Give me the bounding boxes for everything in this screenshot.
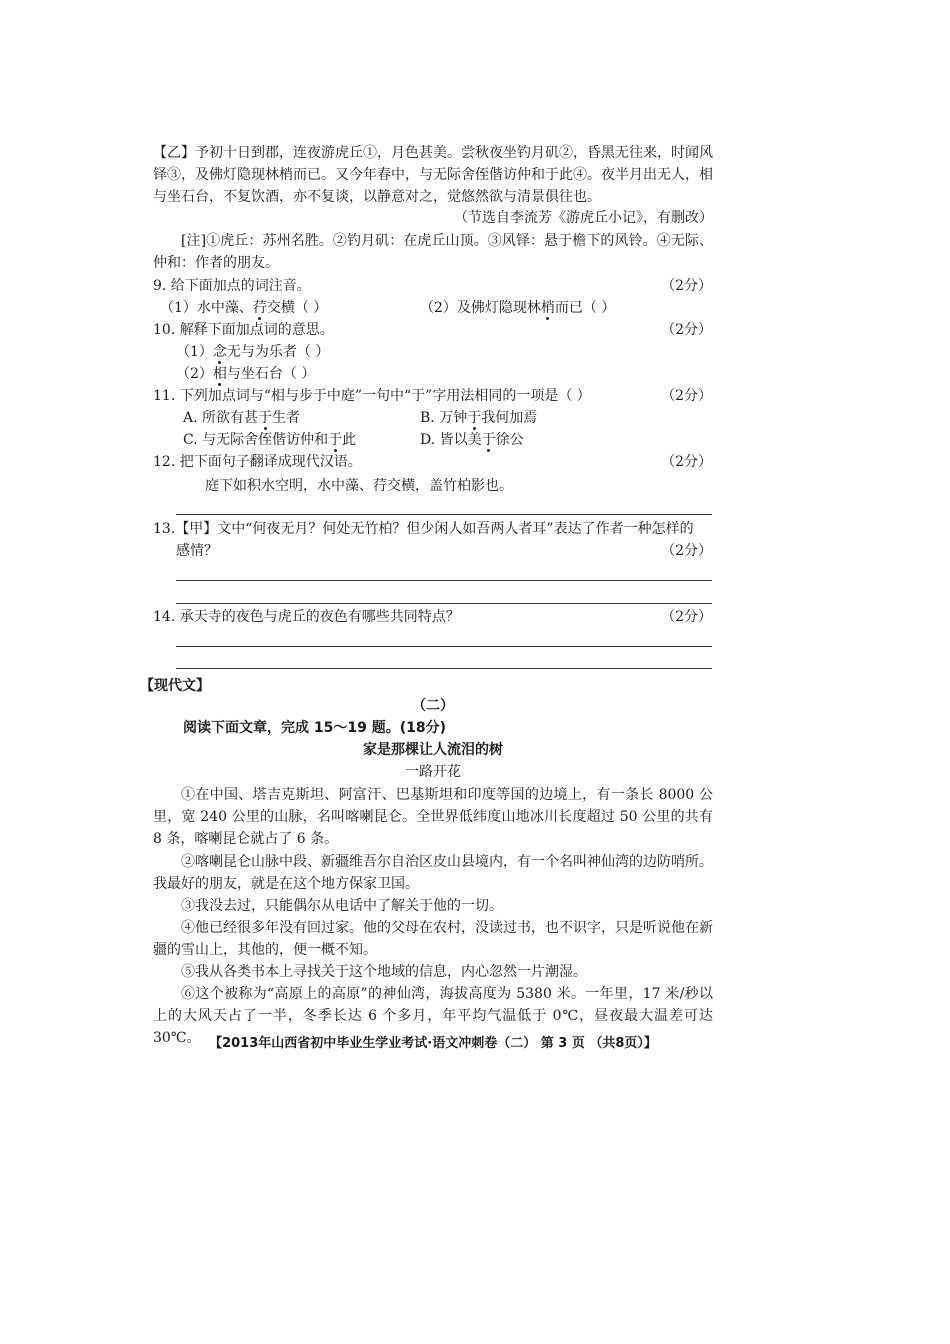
q10-item-2: （2）相与坐石台（ ） <box>176 366 316 382</box>
q9-item-2: （2）及佛灯隐现林梢而已（ ） <box>420 300 616 316</box>
yi-passage: 【乙】予初十日到郡，连夜游虎丘①，月色甚美。尝秋夜坐钓月矶②，昏黑无往来，时闻风铎③，及佛灯隐现林梢而已。又今年春中，与无际舍侄偕访仲和于此④。夜半月出无人，相与坐石台，不复饮酒，亦不复谈，以静意对之，觉悠然欲与清景俱往也。 <box>153 145 713 205</box>
article-author: 一路开花 <box>405 764 461 780</box>
dotted-char: 于 <box>467 410 482 426</box>
q9-stem: 9. 给下面加点的词注音。 <box>153 278 311 294</box>
answer-line[interactable] <box>176 580 712 581</box>
q10-stem: 10. 解释下面加点词的意思。 <box>153 322 334 338</box>
q11-option-d: D. 皆以美于徐公 <box>420 432 524 448</box>
answer-line[interactable] <box>176 603 712 604</box>
dotted-char: 相 <box>212 366 227 382</box>
dotted-char: 梢 <box>540 300 555 316</box>
dotted-char: 于 <box>481 432 496 448</box>
q10-item-1: （1）念无与为乐者（ ） <box>176 344 330 360</box>
q11-option-c: C. 与无际舍侄偕访仲和于此 <box>183 432 357 448</box>
q11-option-a: A. 所欲有甚于生者 <box>183 410 301 426</box>
yi-source: （节选自李流芳《游虎丘小记》，有删改） <box>454 210 713 226</box>
part-number: （二） <box>412 698 454 714</box>
yi-note: [注]①虎丘：苏州名胜。②钓月矶：在虎丘山顶。③风铎：悬于檐下的风铃。④无际、仲和：作者的朋友。 <box>153 233 713 271</box>
dotted-char: 于 <box>258 410 273 426</box>
q12-sentence: 庭下如积水空明，水中藻、荇交横，盖竹柏影也。 <box>205 478 513 494</box>
article-paragraph-3: ③我没去过，只能偶尔从电话中了解关于他的一切。 <box>181 898 503 914</box>
article-paragraph-5: ⑤我从各类书本上寻找关于这个地域的信息，内心忽然一片潮湿。 <box>181 964 587 980</box>
q14-score: （2分） <box>661 609 712 625</box>
article-paragraph-2: ②喀喇昆仑山脉中段、新疆维吾尔自治区皮山县境内，有一个名叫神仙湾的边防哨所。我最好的朋友，就是在这个地方保家卫国。 <box>153 854 713 892</box>
q13-score: （2分） <box>661 543 712 559</box>
q13-stem-line2: 感情？ <box>176 543 218 559</box>
q9-score: （2分） <box>661 278 712 294</box>
article-title: 家是那棵让人流泪的树 <box>363 742 503 758</box>
dotted-char: 念 <box>212 344 227 360</box>
q9-item-1: （1）水中藻、荇交横（ ） <box>160 300 328 316</box>
q12-score: （2分） <box>661 454 712 470</box>
dotted-char: 于 <box>328 432 343 448</box>
page-footer: 【2013年山西省初中毕业生学业考试·语文冲刺卷（二） 第 3 页 （共8页）】 <box>209 1036 657 1051</box>
q14-stem: 14. 承天寺的夜色与虎丘的夜色有哪些共同特点？ <box>153 609 460 625</box>
article-paragraph-6: ⑥这个被称为“高原上的高原”的神仙湾，海拔高度为 5380 米。一年里，17 米/秒以上的大风天占了一半，冬季长达 6 个多月，年平均气温低于 0℃，昼夜最大温差可达 30℃。 <box>153 986 713 1046</box>
q11-option-b: B. 万钟于我何加焉 <box>420 410 538 426</box>
dotted-char: 荇 <box>252 300 267 316</box>
q13-stem-line1: 13.【甲】文中“何夜无月？何处无竹柏？但少闲人如吾两人者耳”表达了作者一种怎样的 <box>153 521 694 537</box>
answer-line[interactable] <box>176 668 712 669</box>
answer-line[interactable] <box>176 514 712 515</box>
q10-score: （2分） <box>661 322 712 338</box>
q11-stem: 11. 下列加点词与“相与步于中庭”一句中“于”字用法相同的一项是（ ） <box>153 388 591 404</box>
article-paragraph-1: ①在中国、塔吉克斯坦、阿富汗、巴基斯坦和印度等国的边境上，有一条长 8000 公里，宽 240 公里的山脉，名叫喀喇昆仑。全世界低纬度山地冰川长度超过 50 公里的共有 8 条，喀喇昆仑就占了 6 条。 <box>153 787 713 847</box>
answer-line[interactable] <box>176 646 712 647</box>
q11-score: （2分） <box>661 388 712 404</box>
section-label: 【现代文】 <box>140 678 210 694</box>
reading-instruction: 阅读下面文章，完成 15～19 题。(18分) <box>183 720 446 736</box>
article-paragraph-4: ④他已经很多年没有回过家。他的父母在农村，没读过书，也不识字，只是听说他在新疆的雪山上，其他的，便一概不知。 <box>153 920 713 958</box>
q12-stem: 12. 把下面句子翻译成现代汉语。 <box>153 454 362 470</box>
